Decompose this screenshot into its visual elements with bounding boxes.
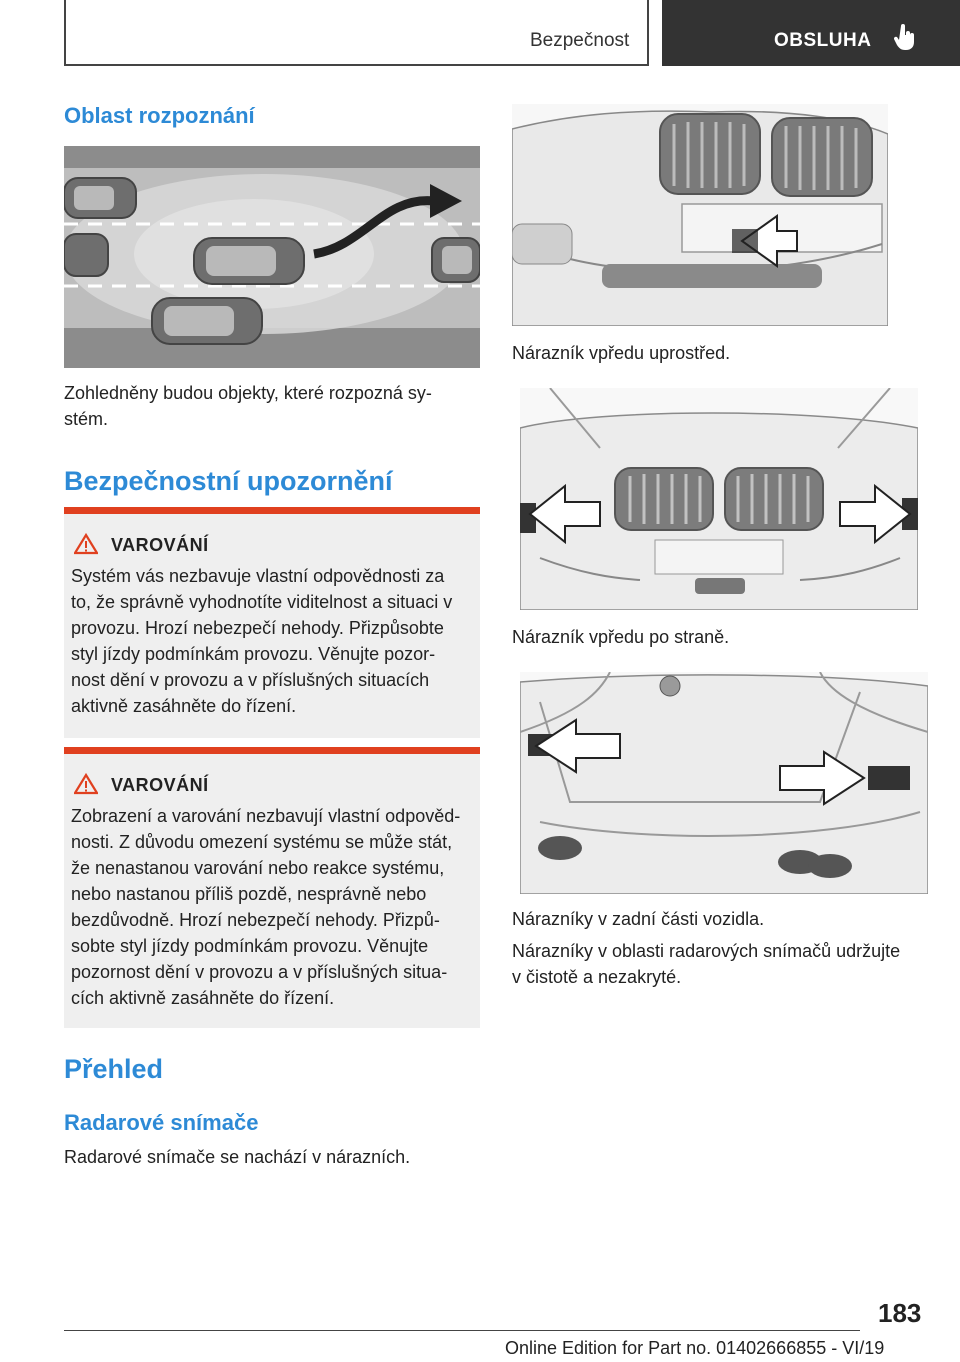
header-tab	[662, 0, 960, 66]
header-tab-label: OBSLUHA	[774, 30, 872, 51]
keep-clean-line: Nárazníky v oblasti radarových snímačů udržujte	[512, 941, 901, 961]
header-separator	[647, 0, 649, 66]
caption-rear: Nárazníky v zadní části vozidla.	[512, 909, 765, 929]
warning-line: sobte styl jízdy podmínkám provozu. Věnujte	[71, 936, 429, 956]
warning-line: Zobrazení a varování nezbavují vlastní odpověd-	[71, 806, 461, 826]
warning-line: bezdůvodně. Hrozí nebezpečí nehody. Přizpů-	[71, 910, 440, 930]
rear-bumper-illustration	[520, 672, 928, 894]
page-number: 183	[878, 1298, 922, 1328]
hand-pointer-icon	[894, 24, 916, 52]
warning-box	[64, 747, 480, 1028]
radar-sensors-text: Radarové snímače se nachází v nárazních.	[64, 1147, 411, 1167]
header-rule	[64, 64, 649, 66]
detection-area-heading: Oblast rozpoznání	[64, 103, 255, 128]
front-center-bumper-illustration	[512, 104, 888, 326]
header-left-rule	[64, 0, 66, 66]
warning-line: styl jízdy podmínkám provozu. Věnujte pozor-	[71, 644, 436, 664]
warning-text	[71, 563, 452, 719]
warning-text	[71, 803, 460, 1011]
keep-clean-line: v čistotě a nezakryté.	[512, 967, 682, 987]
warning-line: pozornost dění v provozu a v příslušných situa-	[71, 962, 448, 982]
warning-line: že nenastanou varování nebo reakce systému,	[71, 858, 445, 878]
warning-line: cích aktivně zasáhněte do řízení.	[71, 988, 335, 1008]
warning-triangle-icon	[74, 773, 98, 795]
warning-bar	[64, 747, 480, 754]
footer-edition: Online Edition for Part no. 01402666855 - VI/19	[505, 1338, 885, 1358]
warning-line: Systém vás nezbavuje vlastní odpovědnosti za	[71, 566, 445, 586]
warning-title: VAROVÁNÍ	[111, 535, 209, 555]
safety-notes-heading: Bezpečnostní upozornění	[64, 466, 393, 496]
radar-sensors-heading: Radarové snímače	[64, 1110, 259, 1135]
header-section-title: Bezpečnost	[530, 30, 630, 51]
warning-line: aktivně zasáhněte do řízení.	[71, 696, 297, 716]
caption-line: Zohledněny budou objekty, které rozpozná sy-	[64, 383, 432, 403]
warning-bar	[64, 507, 480, 514]
warning-line: nosti. Z důvodu omezení systému se může stát,	[71, 832, 453, 852]
front-side-bumper-illustration	[520, 388, 918, 610]
warning-line: to, že správně vyhodnotíte viditelnost a situaci v	[71, 592, 453, 612]
keep-clean-text	[512, 938, 900, 990]
caption-front-side: Nárazník vpředu po straně.	[512, 627, 730, 647]
warning-title: VAROVÁNÍ	[111, 775, 209, 795]
detection-area-caption	[64, 380, 432, 432]
warning-line: nebo nastanou příliš pozdě, nesprávně nebo	[71, 884, 427, 904]
caption-line: stém.	[64, 409, 109, 429]
warning-line: nost dění v provozu a v příslušných situacích	[71, 670, 430, 690]
detection-area-illustration	[64, 146, 480, 368]
footer-rule	[64, 1330, 860, 1331]
warning-box	[64, 507, 480, 738]
warning-line: provozu. Hrozí nebezpečí nehody. Přizpůsobte	[71, 618, 444, 638]
caption-front-center: Nárazník vpředu uprostřed.	[512, 343, 731, 363]
overview-heading: Přehled	[64, 1054, 164, 1084]
warning-triangle-icon	[74, 533, 98, 555]
